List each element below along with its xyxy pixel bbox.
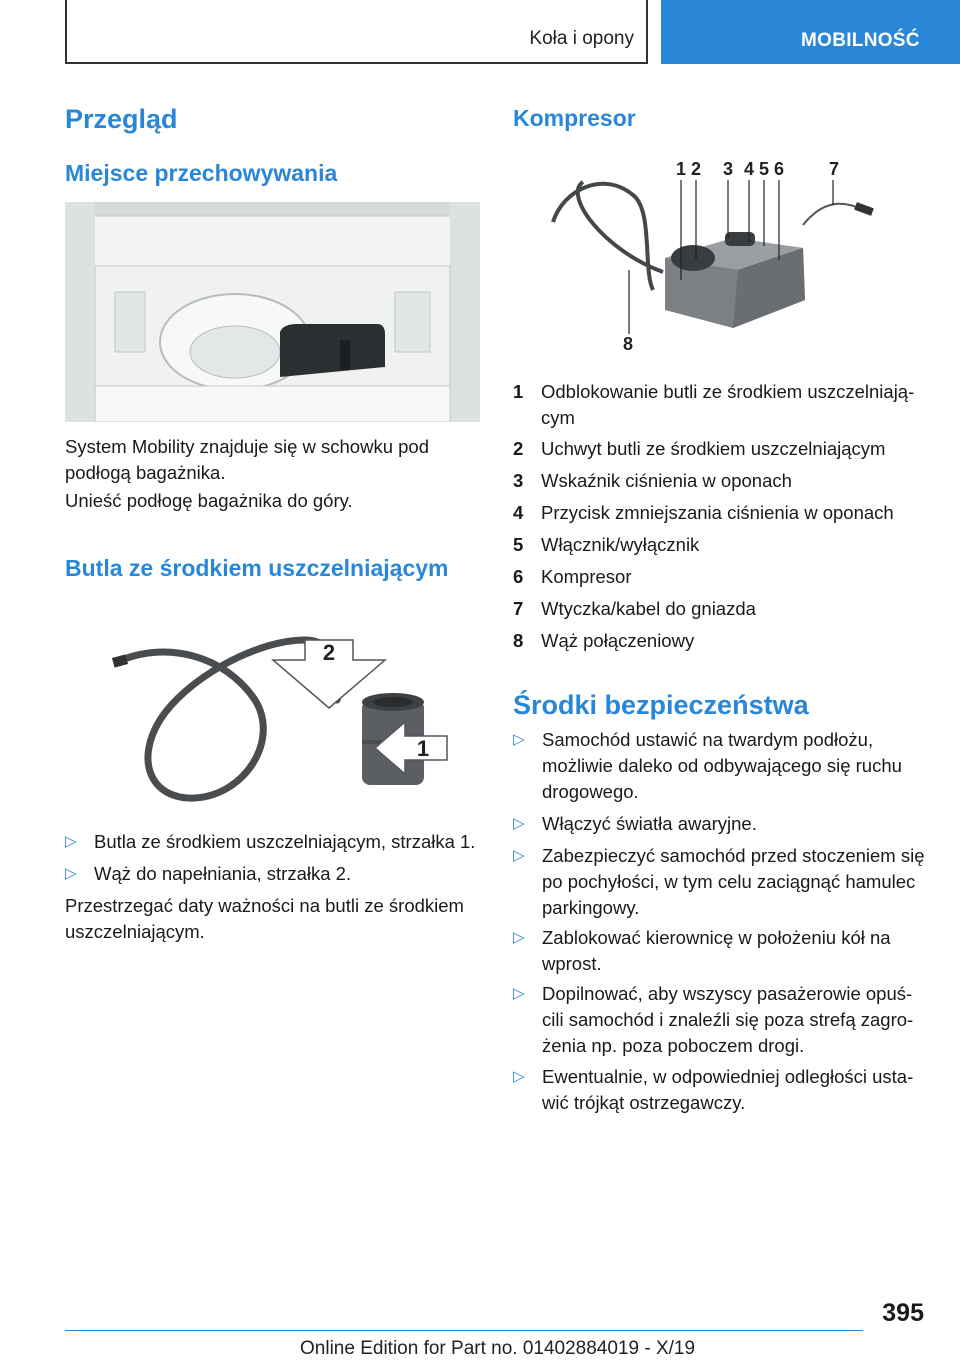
compressor-callout-4: 4 [744,159,755,179]
bullet-triangle-icon: ▷ [65,865,77,882]
compressor-callout-1: 1 [676,159,687,179]
header-section-label: MOBILNOŚĆ [801,30,920,51]
bottle-bullet: ▷ Wąż do napełniania, strzałka 2. [65,861,480,887]
safety-bullet-text: Samochód ustawić na twardym podłożu, możliwie daleko od odbywającego się ruchu drogowego. [542,729,902,802]
compressor-callout-5: 5 [759,159,770,179]
safety-bullet-text: Dopilnować, aby wszyscy pasażerowie opuścili samochód i znaleźli się poza strefą zagrożenia np. poza poboczem drogi. [542,983,914,1056]
header-section-tab [661,0,960,64]
safety-bullet-text: Włączyć światła awaryjne. [542,813,757,834]
compressor-callout-2: 2 [691,159,702,179]
safety-bullet-text: Zabezpieczyć samochód przed stoczeniem się po pochyłości, w tym celu zaciągnąć hamulec parkingowy. [542,845,925,918]
bullet-triangle-icon: ▷ [513,1068,525,1085]
part-description: Przycisk zmniejszania ciśnienia w oponach [541,502,894,523]
header-chapter-box [65,0,648,64]
footer-divider [65,1330,863,1331]
part-number: 2 [513,438,524,459]
safety-heading: Środki bezpieczeństwa [513,690,809,720]
bullet-triangle-icon: ▷ [65,833,77,850]
part-number: 4 [513,502,524,523]
bullet-triangle-icon: ▷ [513,929,525,946]
page-title: Przegląd [65,104,178,134]
part-description: Wąż połączeniowy [541,630,695,651]
storage-text-2: Unieść podłogę bagażnika do góry. [65,490,353,511]
bullet-triangle-icon: ▷ [513,985,525,1002]
storage-text-1: System Mobility znajduje się w schowku pod podłogą bagażnika. [65,436,429,483]
storage-heading: Miejsce przechowywania [65,160,338,186]
part-number: 1 [513,381,524,402]
bottle-bullet: ▷ Butla ze środkiem uszczelniającym, strzałka 1. [65,829,480,855]
safety-bullet-text: Zablokować kierownicę w położeniu kół na wprost. [542,927,891,974]
header-chapter: Koła i opony [529,28,634,49]
part-number: 5 [513,534,524,555]
compressor-callout-3: 3 [723,159,734,179]
part-number: 8 [513,630,524,651]
compressor-callout-8: 8 [623,334,634,354]
part-description: Włącznik/wyłącznik [541,534,700,555]
bullet-triangle-icon: ▷ [513,847,525,864]
footer-edition: Online Edition for Part no. 01402884019 - X/19 [300,1338,696,1359]
bullet-triangle-icon: ▷ [513,731,525,748]
bullet-triangle-icon: ▷ [513,815,525,832]
part-description: Kompresor [541,566,632,587]
part-number: 3 [513,470,524,491]
part-description: Odblokowanie butli ze środkiem uszczelniającym [541,381,915,428]
sealant-bottle-image [105,600,450,810]
trunk-storage-image [65,202,480,422]
compressor-callout-7: 7 [829,159,840,179]
part-description: Wskaźnik ciśnienia w oponach [541,470,792,491]
safety-bullet-text: Ewentualnie, w odpowiedniej odległości ustawić trójkąt ostrzegawczy. [542,1066,914,1113]
part-description: Uchwyt butli ze środkiem uszczelniającym [541,438,886,459]
bottle-heading: Butla ze środkiem uszczelniającym [65,555,449,581]
part-number: 7 [513,598,524,619]
bottle-callout-2: 2 [322,640,336,665]
bottle-callout-1: 1 [416,736,430,761]
compressor-heading: Kompresor [513,105,636,131]
compressor-image [543,150,883,360]
part-number: 6 [513,566,524,587]
bottle-note: Przestrzegać daty ważności na butli ze środkiem uszczelniającym. [65,895,464,942]
page-number: 395 [882,1299,924,1327]
part-description: Wtyczka/kabel do gniazda [541,598,756,619]
compressor-callout-6: 6 [774,159,785,179]
